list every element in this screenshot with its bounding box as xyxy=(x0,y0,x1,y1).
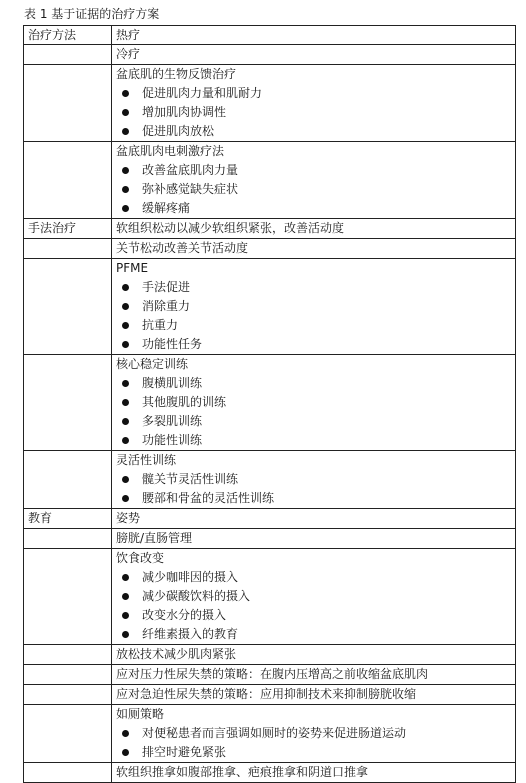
content-cell xyxy=(112,259,516,355)
item-title: 冷疗 xyxy=(116,47,141,61)
bullet-list xyxy=(116,374,515,450)
bullet-list xyxy=(116,84,515,141)
content-cell xyxy=(112,645,516,665)
table-row xyxy=(24,529,516,549)
bullet-text: 手法促进 xyxy=(142,280,191,294)
bullet-item xyxy=(116,568,515,587)
item-title: 关节松动改善关节活动度 xyxy=(116,241,249,255)
bullet-item xyxy=(116,278,515,297)
table-row xyxy=(24,665,516,685)
bullet-dot-icon xyxy=(122,90,129,97)
bullet-text: 髋关节灵活性训练 xyxy=(142,472,239,486)
bullet-item xyxy=(116,180,515,199)
table-caption: 表 1 基于证据的治疗方案 xyxy=(24,7,160,21)
bullet-item xyxy=(116,161,515,180)
method-cell xyxy=(24,665,112,685)
bullet-dot-icon xyxy=(122,380,129,387)
content-cell xyxy=(112,45,516,65)
table-row xyxy=(24,549,516,645)
bullet-dot-icon xyxy=(122,476,129,483)
table-row xyxy=(24,355,516,451)
bullet-item xyxy=(116,84,515,103)
content-cell xyxy=(112,142,516,219)
item-title: 盆底肌的生物反馈治疗 xyxy=(116,67,237,81)
bullet-item xyxy=(116,103,515,122)
bullet-dot-icon xyxy=(122,437,129,444)
bullet-text: 增加肌肉协调性 xyxy=(142,105,227,119)
table-row xyxy=(24,509,516,529)
bullet-text: 消除重力 xyxy=(142,299,191,313)
bullet-dot-icon xyxy=(122,322,129,329)
item-title: 饮食改变 xyxy=(116,551,165,565)
bullet-item xyxy=(116,316,515,335)
bullet-dot-icon xyxy=(122,128,129,135)
bullet-item xyxy=(116,470,515,489)
bullet-item xyxy=(116,587,515,606)
header-content-cell: 热疗 xyxy=(112,26,516,45)
method-cell xyxy=(24,705,112,763)
bullet-text: 功能性任务 xyxy=(142,337,203,351)
method-cell xyxy=(24,45,112,65)
item-title: 如厕策略 xyxy=(116,707,165,721)
bullet-text: 弥补感觉缺失症状 xyxy=(142,182,239,196)
table-row xyxy=(24,763,516,783)
bullet-item xyxy=(116,297,515,316)
bullet-text: 多裂肌训练 xyxy=(142,414,203,428)
content-cell xyxy=(112,239,516,259)
item-title: 软组织松动以减少软组织紧张，改善活动度 xyxy=(116,221,345,235)
bullet-item xyxy=(116,393,515,412)
bullet-item xyxy=(116,374,515,393)
method-cell: 教育 xyxy=(24,509,112,529)
bullet-dot-icon xyxy=(122,341,129,348)
bullet-item xyxy=(116,625,515,644)
bullet-dot-icon xyxy=(122,749,129,756)
bullet-item xyxy=(116,606,515,625)
bullet-text: 对便秘患者而言强调如厕时的姿势来促进肠道运动 xyxy=(142,726,407,740)
content-cell xyxy=(112,451,516,509)
bullet-text: 改善盆底肌肉力量 xyxy=(142,163,239,177)
bullet-text: 抗重力 xyxy=(142,318,179,332)
method-cell xyxy=(24,142,112,219)
bullet-text: 减少碳酸饮料的摄入 xyxy=(142,589,251,603)
bullet-dot-icon xyxy=(122,612,129,619)
bullet-text: 改变水分的摄入 xyxy=(142,608,227,622)
table-row xyxy=(24,645,516,665)
bullet-text: 腰部和骨盆的灵活性训练 xyxy=(142,491,275,505)
bullet-item xyxy=(116,743,515,762)
content-cell xyxy=(112,509,516,529)
table-row xyxy=(24,65,516,142)
treatment-table-body xyxy=(24,26,516,783)
item-title: 膀胱/直肠管理 xyxy=(116,531,193,545)
bullet-dot-icon xyxy=(122,167,129,174)
table-row xyxy=(24,219,516,239)
bullet-text: 减少咖啡因的摄入 xyxy=(142,570,239,584)
table-row xyxy=(24,451,516,509)
method-cell xyxy=(24,355,112,451)
method-cell xyxy=(24,645,112,665)
header-method-cell: 治疗方法 xyxy=(24,26,112,45)
bullet-text: 功能性训练 xyxy=(142,433,203,447)
item-title: 核心稳定训练 xyxy=(116,357,189,371)
bullet-dot-icon xyxy=(122,186,129,193)
content-cell xyxy=(112,529,516,549)
item-title: 姿势 xyxy=(116,511,141,525)
item-title: 灵活性训练 xyxy=(116,453,177,467)
bullet-item xyxy=(116,199,515,218)
bullet-dot-icon xyxy=(122,399,129,406)
content-cell xyxy=(112,219,516,239)
bullet-item xyxy=(116,335,515,354)
method-cell xyxy=(24,259,112,355)
bullet-text: 促进肌肉力量和肌耐力 xyxy=(142,86,263,100)
method-cell xyxy=(24,451,112,509)
table-row xyxy=(24,259,516,355)
method-cell xyxy=(24,239,112,259)
bullet-dot-icon xyxy=(122,205,129,212)
bullet-item xyxy=(116,724,515,743)
item-title: 应对急迫性尿失禁的策略：应用抑制技术来抑制膀胱收缩 xyxy=(116,687,417,701)
item-title: 软组织推拿如腹部推拿、疤痕推拿和阴道口推拿 xyxy=(116,765,369,779)
item-title: 应对压力性尿失禁的策略：在腹内压增高之前收缩盆底肌肉 xyxy=(116,667,429,681)
item-title: PFME xyxy=(116,261,149,275)
content-cell xyxy=(112,665,516,685)
method-cell xyxy=(24,549,112,645)
bullet-item xyxy=(116,412,515,431)
item-title: 放松技术减少肌肉紧张 xyxy=(116,647,237,661)
bullet-dot-icon xyxy=(122,303,129,310)
bullet-text: 排空时避免紧张 xyxy=(142,745,227,759)
bullet-dot-icon xyxy=(122,418,129,425)
bullet-list xyxy=(116,568,515,644)
content-cell xyxy=(112,763,516,783)
treatment-table xyxy=(23,25,516,783)
bullet-item xyxy=(116,489,515,508)
bullet-dot-icon xyxy=(122,593,129,600)
table-row xyxy=(24,685,516,705)
content-cell xyxy=(112,355,516,451)
bullet-dot-icon xyxy=(122,631,129,638)
method-cell xyxy=(24,529,112,549)
bullet-list xyxy=(116,724,515,762)
method-cell xyxy=(24,685,112,705)
table-header-row xyxy=(24,26,516,45)
bullet-dot-icon xyxy=(122,109,129,116)
bullet-list xyxy=(116,161,515,218)
table-row xyxy=(24,45,516,65)
bullet-text: 其他腹肌的训练 xyxy=(142,395,227,409)
table-row xyxy=(24,239,516,259)
bullet-text: 纤维素摄入的教育 xyxy=(142,627,239,641)
content-cell xyxy=(112,705,516,763)
bullet-text: 缓解疼痛 xyxy=(142,201,191,215)
item-title: 盆底肌肉电刺激疗法 xyxy=(116,144,225,158)
bullet-list xyxy=(116,470,515,508)
content-cell xyxy=(112,685,516,705)
method-cell: 手法治疗 xyxy=(24,219,112,239)
table-row xyxy=(24,705,516,763)
method-cell xyxy=(24,65,112,142)
bullet-dot-icon xyxy=(122,284,129,291)
bullet-text: 促进肌肉放松 xyxy=(142,124,215,138)
bullet-item xyxy=(116,122,515,141)
method-cell xyxy=(24,763,112,783)
bullet-dot-icon xyxy=(122,574,129,581)
table-row xyxy=(24,142,516,219)
bullet-dot-icon xyxy=(122,495,129,502)
bullet-dot-icon xyxy=(122,730,129,737)
content-cell xyxy=(112,549,516,645)
content-cell xyxy=(112,65,516,142)
bullet-item xyxy=(116,431,515,450)
bullet-list xyxy=(116,278,515,354)
bullet-text: 腹横肌训练 xyxy=(142,376,203,390)
